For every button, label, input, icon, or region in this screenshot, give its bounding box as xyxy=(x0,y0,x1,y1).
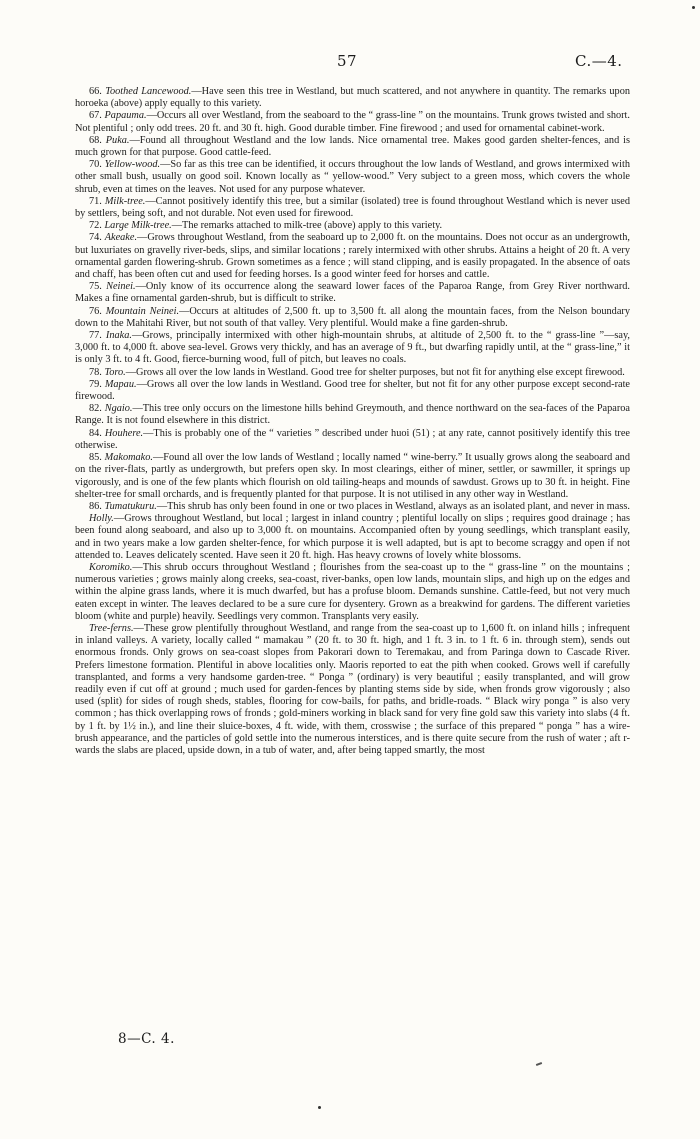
entry-term: Inaka. xyxy=(105,330,132,342)
entry-text: —Grows all over the low lands in Westland. Good tree for shelter purposes, but not fit for anything else except firewood. xyxy=(125,366,625,378)
entry-paragraph xyxy=(75,281,630,305)
entry-term: Koromiko. xyxy=(89,561,133,573)
entry-term: Toothed Lancewood. xyxy=(105,86,192,97)
entry-term: Makomako. xyxy=(104,452,153,464)
entry-paragraph xyxy=(75,159,630,196)
entry-term: Toro. xyxy=(104,366,126,378)
entry-paragraph xyxy=(75,86,630,110)
entry-text: —Found all throughout Westland and the low lands. Nice ornamental tree. Makes good garden shelter-fences, and is much grown for that purpose. Good cattle-feed. xyxy=(75,134,630,159)
entry-term: Tumatukuru. xyxy=(104,500,157,512)
entry-text: —Grows throughout Westland, from the seaboard up to 2,000 ft. on the mountains. Does not occur as an undergrowth, but luxuriates on gravelly river-beds, slips, and similar locations ; rarely intermixed with other shrubs. Attains a height of 20 ft. A very ornamental garden flowering-shrub. Grown sometimes as a fence ; will stand clipping, and is easily propagated. In the absence of oats and chaff, has been often cut and used for feeding horses. Is a good winter feed for horses and cattle. xyxy=(75,232,630,281)
entry-number: 79. xyxy=(89,378,105,390)
entry-number: 68. xyxy=(89,134,106,146)
page-header xyxy=(0,52,700,74)
entry-number: 82. xyxy=(89,403,105,415)
entry-text: —This shrub occurs throughout Westland ; flourishes from the sea-coast up to the “ grass-line ” on the mountains ; numerous varieties ; grows mainly along creeks, sea-coast, river-banks, open low lands, mountain slips, and high up on the edges and within the alpine grass lands, where it is much dwarfed, but has a profuse bloom. Demands sunshine. Cattle-feed, but not very much eaten except in winter. The leaves declared to be a sure cure for dysentery. Grown as a breakwind for gardens. The different varieties bloom (white and purple) heavily. Seedlings very common. Transplants very easily. xyxy=(75,561,630,622)
entry-term: Neinei. xyxy=(106,281,136,293)
entry-term: Tree-ferns. xyxy=(89,622,134,634)
entry-number: 70. xyxy=(89,159,105,171)
entry-paragraph xyxy=(75,428,630,452)
signature-mark: 8—C. 4. xyxy=(118,1031,175,1047)
entry-paragraph xyxy=(75,330,630,367)
document-body xyxy=(75,86,630,757)
entry-text: —These grow plentifully throughout Westland, and range from the sea-coast up to 1,600 ft. on inland hills ; infrequent in inland valleys. A variety, locally called “ mamakau ” (20 ft. to 30 ft. high, and 1 ft. 3 in. to 1 ft. 6 in. through stem), sends out enormous fronds. Only grows on sea-coast slopes from Pakorari down to Teremakau, and from Paringa down to Cascade River. Prefers limestone formation. Plentiful in above localities only. Maoris reported to eat the pith when cooked. Grows well if carefully transplanted, and forms a very handsome garden-tree. “ Ponga ” (ordinary) is very beautiful ; easily transplanted, and will grow readily even if cut off at ground ; much used for garden-fences by planting stems side by side, when fronds grow vigorously ; also used (split) for sides of rough sheds, stables, flooring for cow-bails, for paths, and bridle-roads. “ Black wiry ponga ” is also very common ; has thick overlapping rows of fronds ; gold-miners working in black sand for very fine gold saw this variety into slabs (4 ft. by 1 ft. by 1½ in.), and line their sluice-boxes, 4 ft. wide, with them, crosswise ; the surface of this prepared “ ponga ” has a wire-brush appearance, and the particles of gold settle into the numerous interstices, and is there quite secure from the rush of water ; aft r-wards the slabs are placed, upside down, in a tub of water, and, after being tapped smartly, the most xyxy=(75,622,630,756)
entry-number: 85. xyxy=(89,452,105,464)
entry-number: 77. xyxy=(89,330,106,342)
entry-text: —Grows all over the low lands in Westland. Good tree for shelter, but not fit for any other purpose except second-rate firewood. xyxy=(75,378,631,403)
entry-paragraph xyxy=(75,196,630,220)
entry-term: Akeake. xyxy=(104,232,138,244)
ink-speck xyxy=(318,1106,321,1109)
page-number: 57 xyxy=(337,52,358,70)
entry-paragraph xyxy=(75,135,630,159)
entry-term: Holly. xyxy=(89,513,114,525)
entry-paragraph xyxy=(75,513,630,562)
entry-text: —Found all over the low lands of Westland ; locally named “ wine-berry.” It usually grows along the seaboard and on the river-flats, partly as undergrowth, but prefers open sky. In most clearings, either of miner, settler, or sawmiller, it springs up vigorously, and is one of the few plants which flourish on old tailing-heaps and mounds of sawdust. Grows up to 30 ft. in height. Fine shelter-tree for small orchards, and is frequently planted for that purpose. It is not utilised in any other way in Westland. xyxy=(75,452,630,500)
entry-text: —Occurs at altitudes of 2,500 ft. up to 3,500 ft. all along the mountain faces, from the Nelson boundary down to the Mahitahi River, but not south of that valley. Very plentiful. Would make a fine garden-shrub. xyxy=(75,305,630,329)
paper-code: C.—4. xyxy=(575,52,623,70)
entry-term: Yellow-wood. xyxy=(104,159,161,171)
entry-text: —Occurs all over Westland, from the seaboard to the “ grass-line ” on the mountains. Trunk grows twisted and short. Not plentiful ; only odd trees. 20 ft. and 30 ft. high. Good durable timber. Fine firewood ; and used for ornamental cabinet-work. xyxy=(75,110,630,134)
entry-text: —Only know of its occurrence along the seaward lower faces of the Paparoa Range, from Grey River northward. Makes a fine ornamental garden-shrub, but is difficult to strike. xyxy=(75,281,631,305)
entry-term: Mountain Neinei. xyxy=(105,305,180,317)
entry-term: Houhere. xyxy=(104,427,144,439)
entry-paragraph xyxy=(75,501,630,513)
entry-text: —This is probably one of the “ varieties ” described under huoi (51) ; at any rate, cannot positively identify this tree otherwise. xyxy=(75,427,631,451)
entry-paragraph xyxy=(75,306,630,330)
entry-number: 66. xyxy=(89,86,106,97)
entry-number: 72. xyxy=(89,220,105,232)
entry-paragraph xyxy=(75,403,630,427)
entry-paragraph xyxy=(75,623,630,757)
entry-text: —This shrub has only been found in one or two places in Westland, always as an isolated plant, and never in mass. xyxy=(156,500,630,512)
entry-paragraph xyxy=(75,232,630,281)
entry-number: 84. xyxy=(89,427,105,439)
entry-text: —Have seen this tree in Westland, but much scattered, and not anywhere in quantity. The remarks upon horoeka (above) apply equally to this variety. xyxy=(75,86,630,110)
ink-speck xyxy=(536,1062,542,1066)
entry-paragraph xyxy=(75,562,630,623)
entry-text: —Grows throughout Westland, but local ; largest in inland country ; plentiful locally on slips ; requires good drainage ; has been found along seaboard, and also up to 3,000 ft. on mountains. Accompanied often by young seedlings, which transplant easily, and in two years make a low garden shelter-fence, for which purpose it is well adapted, but is apt to become scraggy and open if not attended to. Leaves delicately scented. Have seen it 20 ft. high. Has heavy crowns of lovely white blossoms. xyxy=(75,513,630,561)
entry-number: 67. xyxy=(89,110,105,122)
entry-text: —This tree only occurs on the limestone hills behind Greymouth, and thence northward on the sea-faces of the Paparoa Range. It is not found elsewhere in this district. xyxy=(75,403,630,427)
ink-speck xyxy=(692,6,695,9)
entry-text: —Grows, principally intermixed with other high-mountain shrubs, at altitude of 2,500 ft. to the “ grass-line ”—say, 3,000 ft. to 4,000 ft. above sea-level. Grows very thickly, and has an average of 9 ft., but dwarfing rapidly until, at the “ grass-line,” it is only 3 ft. to 4 ft. Good, fierce-burning wood, full of pitch, but leaves no coals. xyxy=(75,330,630,366)
entry-number: 75. xyxy=(89,281,107,293)
entry-number: 74. xyxy=(89,232,105,244)
entry-number: 76. xyxy=(89,305,106,317)
entry-term: Ngaio. xyxy=(104,403,133,415)
entry-paragraph xyxy=(75,220,630,232)
entry-term: Milk-tree. xyxy=(104,195,146,207)
entry-text: —Cannot positively identify this tree, but a similar (isolated) tree is found throughout Westland which is never used by settlers, being soft, and not durable. Not even used for firewood. xyxy=(75,195,630,220)
entry-paragraph xyxy=(75,367,630,379)
entry-term: Papauma. xyxy=(104,110,147,122)
entry-term: Puka. xyxy=(105,134,130,146)
entry-term: Mapau. xyxy=(104,378,137,390)
entry-term: Large Milk-tree. xyxy=(104,220,172,232)
entry-text: —So far as this tree can be identified, it occurs throughout the low lands of Westland, and grows intermixed with other small bush, usually on good soil. Known locally as “ yellow-wood.” Very subject to a green moss, which covers the whole shrub, even at times on the leaves. Not used for any purpose whatever. xyxy=(75,159,630,195)
entry-number: 86. xyxy=(89,500,105,512)
entry-number: 71. xyxy=(89,195,105,207)
entry-text: —The remarks attached to milk-tree (above) apply to this variety. xyxy=(171,220,443,232)
entry-paragraph xyxy=(75,110,630,134)
entry-paragraph xyxy=(75,379,630,403)
entry-number: 78. xyxy=(89,366,105,378)
entry-paragraph xyxy=(75,452,630,501)
